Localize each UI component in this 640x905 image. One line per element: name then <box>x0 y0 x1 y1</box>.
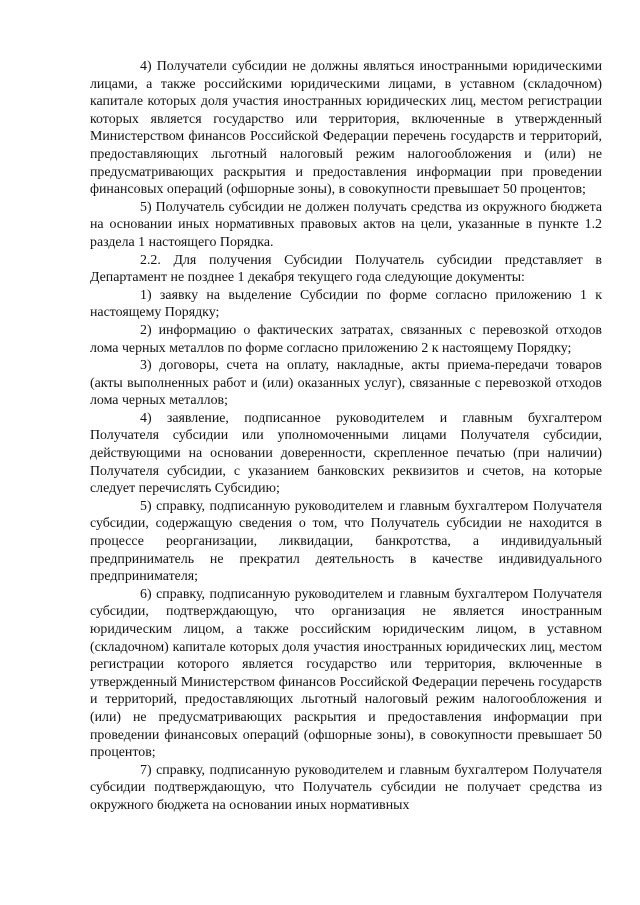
paragraph-doc-5-reorganization-certificate: 5) справку, подписанную руководителем и главным бухгалтером Получателя субсидии, содержащую сведения о том, что Получатель субсидии не находится в процессе реорганизации, ликвидации, банкротства, а индивидуальный предприниматель не прекратил деятельность в качестве индивидуального предпринимателя; <box>90 498 602 585</box>
paragraph-item-4-offshore-restriction: 4) Получатели субсидии не должны являться иностранными юридическими лицами, а также российскими юридическими лицами, в уставном (складочном) капитале которых доля участия иностранных юридических лиц, местом регистрации которых является государство или территория, включенные в утвержденный Министерством финансов Российской Федерации перечень государств и территорий, предоставляющих льготный налоговый режим налогообложения и (или) не предусматривающих раскрытия и предоставления информации при проведении финансовых операций (офшорные зоны), в совокупности превышает 50 процентов; <box>90 59 602 198</box>
paragraph-doc-2-actual-costs: 2) информацию о фактических затратах, связанных с перевозкой отходов лома черных металлов по форме согласно приложению 2 к настоящему Порядку; <box>90 322 602 356</box>
paragraph-item-5-no-other-budget-funds: 5) Получатель субсидии не должен получать средства из окружного бюджета на основании иных нормативных правовых актов на цели, указанные в пункте 1.2 раздела 1 настоящего Порядка. <box>90 199 602 250</box>
paragraph-doc-4-statement: 4) заявление, подписанное руководителем и главным бухгалтером Получателя субсидии или уполномоченными лицами Получателя субсидии, действующими на основании доверенности, скрепленное печатью (при наличии) Получателя субсидии, с указанием банковских реквизитов и счетов, на которые следует перечислять Субсидию; <box>90 410 602 497</box>
paragraph-doc-1-application: 1) заявку на выделение Субсидии по форме согласно приложению 1 к настоящему Порядку; <box>90 287 602 321</box>
paragraph-doc-7-budget-funds-certificate: 7) справку, подписанную руководителем и главным бухгалтером Получателя субсидии подтверждающую, что Получатель субсидии не получает средства из окружного бюджета на основании иных нормативных <box>90 762 602 813</box>
paragraph-doc-3-contracts-invoices: 3) договоры, счета на оплату, накладные, акты приема-передачи товаров (акты выполненных работ и (или) оказанных услуг), связанные с перевозкой отходов лома черных металлов; <box>90 358 602 409</box>
document-page <box>90 58 602 815</box>
paragraph-section-2-2-documents: 2.2. Для получения Субсидии Получатель субсидии представляет в Департамент не позднее 1 декабря текущего года следующие документы: <box>90 252 602 286</box>
paragraph-doc-6-foreign-entity-certificate: 6) справку, подписанную руководителем и главным бухгалтером Получателя субсидии, подтверждающую, что организация не является иностранным юридическим лицом, а также российским юридическим лицом, в уставном (складочном) капитале которых доля участия иностранных юридических лиц, местом регистрации которого является государство или территория, включенные в утвержденный Министерством финансов Российской Федерации перечень государств и территорий, предоставляющих льготный налоговый режим налогообложения и (или) не предусматривающих раскрытия и предоставления информации при проведении финансовых операций (офшорные зоны), в совокупности превышает 50 процентов; <box>90 586 602 761</box>
